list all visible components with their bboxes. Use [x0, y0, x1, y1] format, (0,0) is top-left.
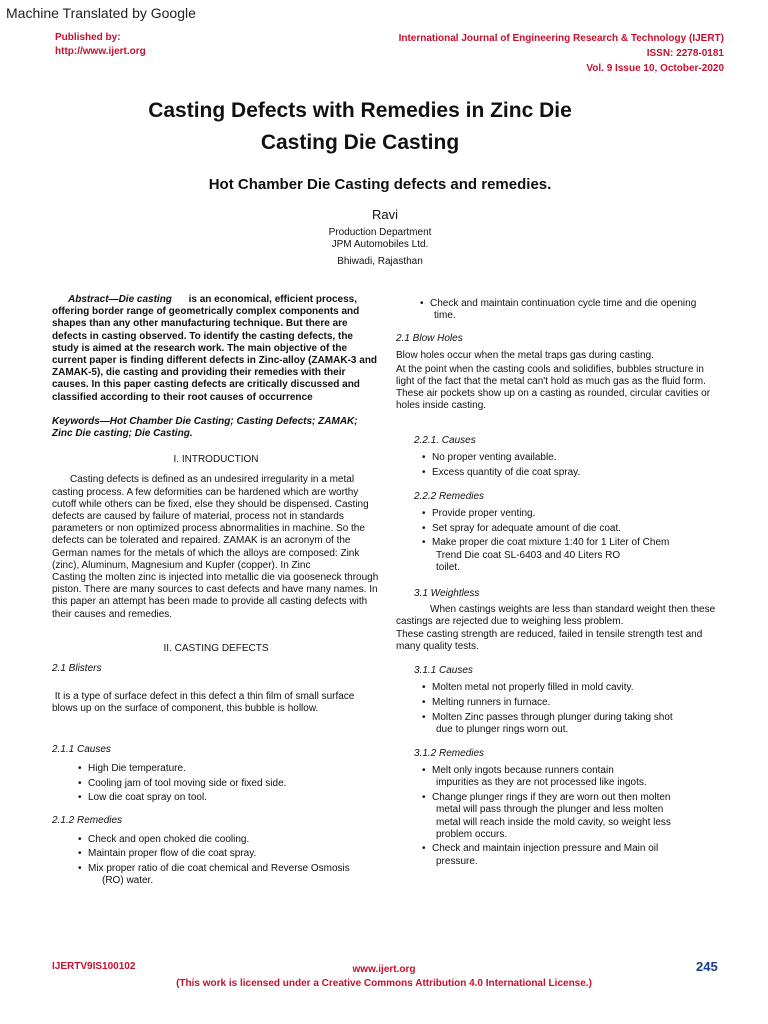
- paper-title: [60, 95, 660, 159]
- author-name: Ravi: [371, 207, 398, 222]
- list-item: [396, 712, 716, 736]
- page-number: 245: [696, 959, 718, 974]
- list-item: [396, 792, 716, 841]
- bullet-glyph: •: [420, 298, 424, 309]
- publisher-block: [55, 31, 146, 59]
- list-item-text: Check and open choked die cooling.: [88, 833, 250, 845]
- weightless-causes-list: [396, 682, 716, 736]
- bullet-glyph: •: [422, 537, 426, 549]
- intro-paragraph-2: Casting the molten zinc is injected into metallic die via gooseneck through piston. There are many sources to cast defects and have many names. In this paper an attempt has been made to provide all casting defects with their causes and remedies.: [52, 572, 379, 620]
- list-item: [396, 298, 716, 322]
- list-item: [396, 508, 716, 520]
- cycle-time-list: [396, 298, 716, 322]
- abstract-lead: Abstract—Die casting: [68, 294, 172, 305]
- journal-name: International Journal of Engineering Research & Technology (IJERT): [398, 33, 724, 44]
- list-item: [52, 848, 380, 860]
- list-item-text: Check and maintain injection pressure and Main oil: [432, 843, 659, 855]
- list-item-text: Check and maintain continuation cycle time and die opening: [430, 298, 697, 309]
- intro-paragraph: Casting defects is defined as an undesired irregularity in a metal casting process. A few deformities can be hardened which are worthy cutoff while others can be fixed, else they should be dispensed. Casting defects are caused by failure of material, process not in standards parameters or non optimized process abnormalities in machine. So the defects can be tolerated and repaired. ZAMAK is an acronym of the German names for the metals of which the alloys are composed: Zink (zinc), Aluminum, Magnesium and Kupfer (copper). In Zinc: [52, 474, 369, 571]
- bullet-glyph: •: [78, 792, 82, 804]
- list-item-text: Melting runners in furnace.: [432, 696, 551, 708]
- published-by-label: Published by:: [55, 32, 121, 43]
- weightless-paragraph-1: When castings weights are less than standard weight then these castings are rejected due to weighing less problem.: [396, 604, 716, 628]
- weightless-paragraph-2: These casting strength are reduced, failed in tensile strength test and many quality tests.: [396, 628, 703, 652]
- list-item-text: Provide proper venting.: [432, 507, 536, 519]
- abstract: [52, 294, 380, 404]
- issn-label: ISSN: 2278-0181: [646, 48, 724, 59]
- bullet-glyph: •: [422, 765, 426, 777]
- section-heading-introduction: I. INTRODUCTION: [173, 454, 259, 466]
- bullet-glyph: •: [422, 843, 426, 855]
- list-item: [396, 537, 716, 574]
- list-item-text: Set spray for adequate amount of die coat.: [432, 522, 622, 534]
- bullet-glyph: •: [422, 451, 426, 463]
- paper-subtitle: Hot Chamber Die Casting defects and remedies.: [208, 176, 552, 193]
- left-column: [52, 294, 380, 890]
- list-item-continuation: toilet.: [436, 561, 460, 573]
- subsection-heading-blow-holes-causes: 2.2.1. Causes: [414, 434, 476, 446]
- list-item-continuation: pressure.: [436, 855, 478, 867]
- list-item-continuation: metal will reach inside the mold cavity, so weight less: [436, 816, 671, 828]
- bullet-glyph: •: [78, 848, 82, 860]
- list-item: [396, 682, 716, 694]
- journal-block: [399, 31, 724, 76]
- volume-label: Vol. 9 Issue 10, October-2020: [586, 63, 724, 74]
- list-item: [396, 452, 716, 464]
- blow-holes-causes-list: [396, 452, 716, 479]
- bullet-glyph: •: [422, 711, 426, 723]
- paper-title-line2: Casting Die Casting: [260, 131, 460, 154]
- subsection-heading-blow-holes-remedies: 2.2.2 Remedies: [414, 490, 485, 502]
- list-item-continuation: problem occurs.: [436, 828, 508, 840]
- list-item-text: Change plunger rings if they are worn out then molten: [432, 792, 671, 804]
- blow-holes-remedies-list: [396, 508, 716, 574]
- license-notice: (This work is licensed under a Creative Commons Attribution 4.0 International License.): [176, 978, 592, 989]
- publisher-url-link[interactable]: http://www.ijert.org: [55, 46, 146, 57]
- list-item-text: Make proper die coat mixture 1:40 for 1 Liter of Chem: [432, 537, 670, 549]
- list-item: [52, 863, 380, 887]
- subsection-heading-blisters-remedies: 2.1.2 Remedies: [52, 814, 123, 826]
- list-item-continuation: metal will pass through the plunger and less molten: [436, 804, 664, 816]
- bullet-glyph: •: [422, 507, 426, 519]
- list-item-continuation: impurities as they are not processed like ingots.: [436, 777, 647, 789]
- weightless-remedies-list: [396, 765, 716, 868]
- bullet-glyph: •: [78, 833, 82, 845]
- blisters-remedies-list: [52, 834, 380, 888]
- list-item-continuation: Trend Die coat SL-6403 and 40 Liters RO: [436, 549, 621, 561]
- list-item-text: Molten Zinc passes through plunger during taking shot: [432, 711, 673, 723]
- list-item-text: Melt only ingots because runners contain: [432, 765, 614, 777]
- list-item: [396, 467, 716, 479]
- list-item-text: High Die temperature.: [88, 762, 186, 774]
- affiliation-department: Production Department: [328, 227, 432, 238]
- subsection-heading-weightless-causes: 3.1.1 Causes: [414, 664, 473, 676]
- list-item: [396, 523, 716, 535]
- bullet-glyph: •: [422, 696, 426, 708]
- list-item-text: Excess quantity of die coat spray.: [432, 466, 581, 478]
- author-affiliation: [300, 227, 460, 251]
- paper-title-line1: Casting Defects with Remedies in Zinc Die: [148, 99, 572, 122]
- list-item: [52, 778, 380, 790]
- list-item-text: Mix proper ratio of die coat chemical and Reverse Osmosis: [88, 863, 350, 875]
- bullet-glyph: •: [422, 792, 426, 804]
- list-item-continuation: due to plunger rings worn out.: [436, 723, 569, 735]
- list-item: [52, 834, 380, 846]
- author-location: Bhiwadi, Rajasthan: [337, 256, 423, 267]
- footer-site-link[interactable]: www.ijert.org: [352, 964, 416, 975]
- blow-holes-paragraph-1: Blow holes occur when the metal traps gas during casting.: [396, 349, 654, 361]
- list-item: [396, 697, 716, 709]
- footer-center: [0, 963, 768, 991]
- blow-holes-paragraph-2: At the point when the casting cools and solidifies, bubbles structure in light of the fact that the metal can't hold as much gas as the fluid form. These air pockets show up on a casting as rounded, circular cavities or holes inside casting.: [396, 363, 711, 412]
- list-item: [396, 843, 716, 867]
- list-item: [52, 792, 380, 804]
- bullet-glyph: •: [78, 777, 82, 789]
- list-item-text: Low die coat spray on tool.: [88, 792, 207, 804]
- blisters-causes-list: [52, 763, 380, 805]
- subsection-heading-blisters: 2.1 Blisters: [52, 663, 102, 675]
- list-item: [52, 763, 380, 775]
- blisters-paragraph: [52, 691, 380, 715]
- subsection-heading-blow-holes: 2.1 Blow Holes: [396, 333, 463, 345]
- machine-translation-banner: Machine Translated by Google: [6, 5, 196, 21]
- bullet-glyph: •: [78, 762, 82, 774]
- right-column: [396, 298, 716, 870]
- paper-id: IJERTV9IS100102: [52, 961, 136, 972]
- subsection-heading-blisters-causes: 2.1.1 Causes: [52, 743, 111, 755]
- list-item-text: Molten metal not properly filled in mold cavity.: [432, 682, 634, 694]
- list-item-text: Cooling jam of tool moving side or fixed side.: [88, 777, 287, 789]
- list-item: [396, 765, 716, 789]
- abstract-body: is an economical, efficient process, offering border range of geometrically complex components and shapes than any other manufacturing technique. But there are defects in casting observed. To identify the casting defects, the study is aimed at the research work. The main objective of the current paper is finding different defects in Zinc-alloy (ZAMAK-3 and ZAMAK-5), die casting and providing their remedies with their causes. In this paper casting defects are critically discussed and classified according to their root causes of occurrence: [52, 294, 378, 403]
- subsection-heading-weightless-remedies: 3.1.2 Remedies: [414, 747, 485, 759]
- list-item-continuation: time.: [434, 310, 456, 322]
- bullet-glyph: •: [422, 522, 426, 534]
- bullet-glyph: •: [78, 863, 82, 875]
- bullet-glyph: •: [422, 682, 426, 694]
- bullet-glyph: •: [422, 466, 426, 478]
- section-heading-casting-defects: II. CASTING DEFECTS: [163, 642, 269, 654]
- keywords: Keywords—Hot Chamber Die Casting; Casting Defects; ZAMAK; Zinc Die casting; Die Casting.: [52, 415, 358, 440]
- list-item-text: Maintain proper flow of die coat spray.: [88, 848, 257, 860]
- affiliation-company: JPM Automobiles Ltd.: [331, 239, 429, 250]
- list-item-text: No proper venting available.: [432, 451, 557, 463]
- list-item-continuation: (RO) water.: [102, 875, 154, 887]
- blisters-text: It is a type of surface defect in this defect a thin film of small surface blows up on the surface of component, this bubble is hollow.: [52, 691, 355, 715]
- subsection-heading-weightless: 3.1 Weightless: [414, 587, 480, 599]
